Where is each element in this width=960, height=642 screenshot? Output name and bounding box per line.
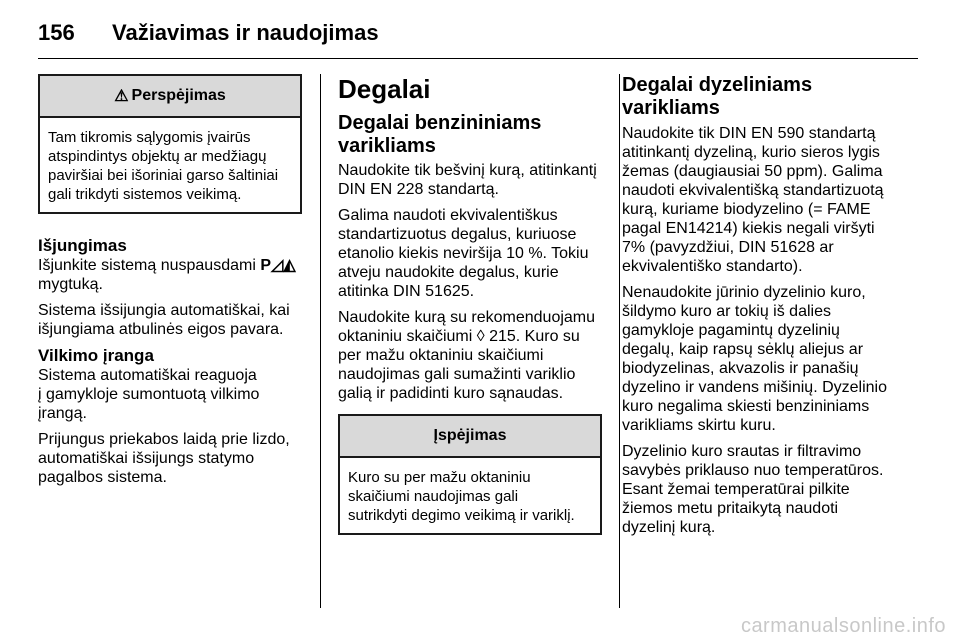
chapter-title: Važiavimas ir naudojimas [112,20,379,45]
paragraph: Naudokite kurą su rekomenduojamu oktaniniu skaičiumi ◊ 215. Kuro su per mažu oktaniniu skaičiumi naudojimas gali sumažinti variklio galią ir padidinti kuro sąnaudas. [338,309,596,402]
text-line: Kuro su per mažu oktaniniu [348,469,531,486]
paragraph: Sistema automatiškai reaguoja į gamykloje sumontuotą vilkimo įrangą. [38,367,260,422]
paragraph: Išjunkite sistemą nuspausdami P◿◭ mygtuką. [38,257,296,293]
text-line: gali trikdyti sistemos veikimą. [48,186,242,203]
warning-box [38,74,302,214]
paragraph: Sistema išsijungia automatiškai, kai išjungiama atbulinės eigos pavara. [38,302,290,338]
paragraph: Prijungus priekabos laidą prie lizdo, automatiškai išsijungs statymo pagalbos sistema. [38,431,290,486]
notice-box-text [340,458,600,533]
paragraph: Galima naudoti ekvivalentiškus standartizuotus degalus, kuriuose etanolio kiekis neviršija 10 %. Tokiu atveju naudokite degalus, kurie atitinka DIN 51625. [338,207,589,300]
text-line: skaičiumi naudojimas gali [348,488,519,505]
column-1 [38,74,302,494]
column-3 [622,74,912,544]
page-number: 156 [38,20,75,45]
notice-box [338,414,602,535]
watermark: carmanualsonline.info [740,615,946,637]
text-line: paviršiai bei išoriniai garso šaltiniai [48,167,279,184]
section-heading-off: Išjungimas [38,236,127,255]
paragraph: Nenaudokite jūrinio dyzelinio kuro, šildymo kuro ar tokių iš dalies gamykloje pagamintų dyzelinių degalų, kaip rapsų sėklų aliejus ar biodyzelinas, akvazolis ir panašių dyzelino ir vandens mišinių. Dyzelinio kuro negalima skiesti benzininiams varikliams skirtu kuru. [622,284,888,434]
section-title: Degalai [338,74,431,104]
subsection-title: Degalai benzininiams varikliams [338,112,542,157]
warning-box-header [40,76,300,118]
section-heading-tow: Vilkimo įranga [38,346,154,365]
header-divider [38,58,918,59]
text-line: sutrikdyti degimo veikimą ir variklį. [348,507,575,524]
subsection-title: Degalai dyzeliniams varikliams [622,74,813,119]
notice-box-header: Įspėjimas [340,416,600,458]
text-line: Tam tikromis sąlygomis įvairūs [48,129,251,146]
warning-box-text [40,118,300,212]
column-2 [338,74,602,535]
page-header [38,14,918,54]
warning-box-title: Perspėjimas [131,87,226,104]
paragraph: Naudokite tik DIN EN 590 standartą atitinkantį dyzeliną, kurio sieros lygis žemas (daugiausiai 50 ppm). Galima naudoti ekvivalentišką standartizuotą kurą, kuriame biodyzelino (= FAME pagal EN14214) kiekis negali viršyti 7% (pavyzdžiui, DIN 51628 ar ekvivalentiško standarto). [622,125,884,275]
column-divider-2 [619,74,620,608]
park-assist-button-symbol: P◿◭ [260,257,296,274]
paragraph: Dyzelinio kuro srautas ir filtravimo savybės priklauso nuo temperatūros. Esant žemai temperatūrai pilkite žiemos metu pritaikytą naudoti dyzelinį kurą. [622,443,884,536]
text-line: atspindintys objektų ar medžiagų [48,148,267,165]
column-divider-1 [320,74,321,608]
paragraph: Naudokite tik bešvinį kurą, atitinkantį DIN EN 228 standartą. [338,162,597,198]
warning-triangle-icon: ⚠ [114,88,129,105]
